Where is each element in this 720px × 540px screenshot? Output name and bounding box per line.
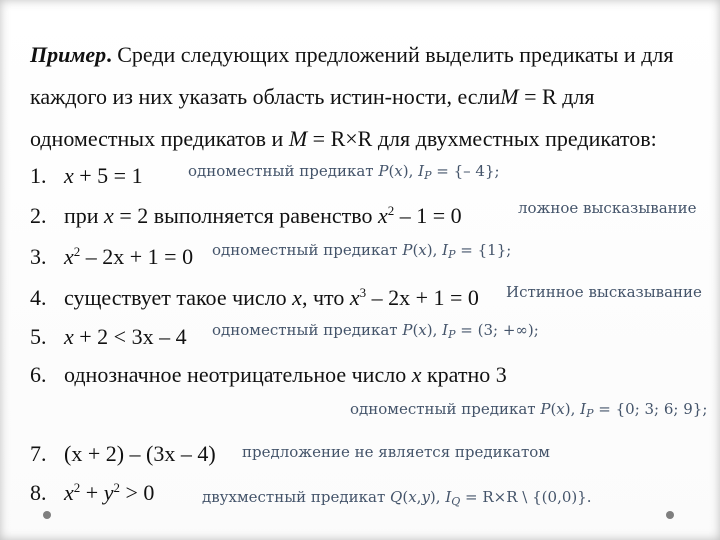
item-6-note: одноместный предикат P(x), $I_P = \{0$; 3; 6; 9}; [350, 400, 708, 420]
item-8-main: 8. $x^2 + y^2 > 0$ [30, 480, 155, 505]
bullet-dot-left [43, 511, 51, 519]
item-2-main: 2. при x = 2 выполняется равенство $x^2 - 1 = 0$ [30, 203, 462, 228]
item-5-note: одноместный предикат P(x), $I_P = (3$; +∞); [212, 321, 539, 341]
item-3-main: 3. $x^2 - 2x + 1 = 0$ [30, 244, 194, 269]
intro-line-2: каждого из них указать область истин-ности, еслиM = R для [30, 84, 595, 109]
item-1-note: одноместный предикат P(x), $I_P$ = {– 4}; [188, 162, 500, 182]
item-6-main: 6. однозначное неотрицательное число x кратно 3 [30, 362, 507, 387]
item-5-main: 5. x + 2 < 3x – 4 [30, 324, 187, 349]
item-4-note: Истинное высказывание [506, 283, 702, 301]
item-7-note: предложение не является предикатом [242, 443, 550, 461]
item-2-note: ложное высказывание [518, 199, 697, 217]
example-label: Пример [30, 42, 107, 67]
bullet-dot-right [666, 511, 674, 519]
item-7-main: 7. (x + 2) – (3x – 4) [30, 441, 216, 466]
item-8-note: двухместный предикат Q(x,y), $I_Q = R\times R$ \ {(0,0)}. [202, 488, 592, 508]
intro-line-1: Пример. Среди следующих предложений выделить предикаты и для [30, 42, 674, 67]
item-3-note: одноместный предикат P(x), $I_P = \{1\}$; [212, 241, 512, 261]
item-1-main: 1. x + 5 = 1 [30, 163, 143, 188]
item-4-main: 4. существует такое число x, что $x^3 - 2x + 1 = 0$ [30, 285, 479, 310]
intro-line-3: одноместных предикатов и M = R×R для двухместных предикатов: [30, 126, 657, 151]
